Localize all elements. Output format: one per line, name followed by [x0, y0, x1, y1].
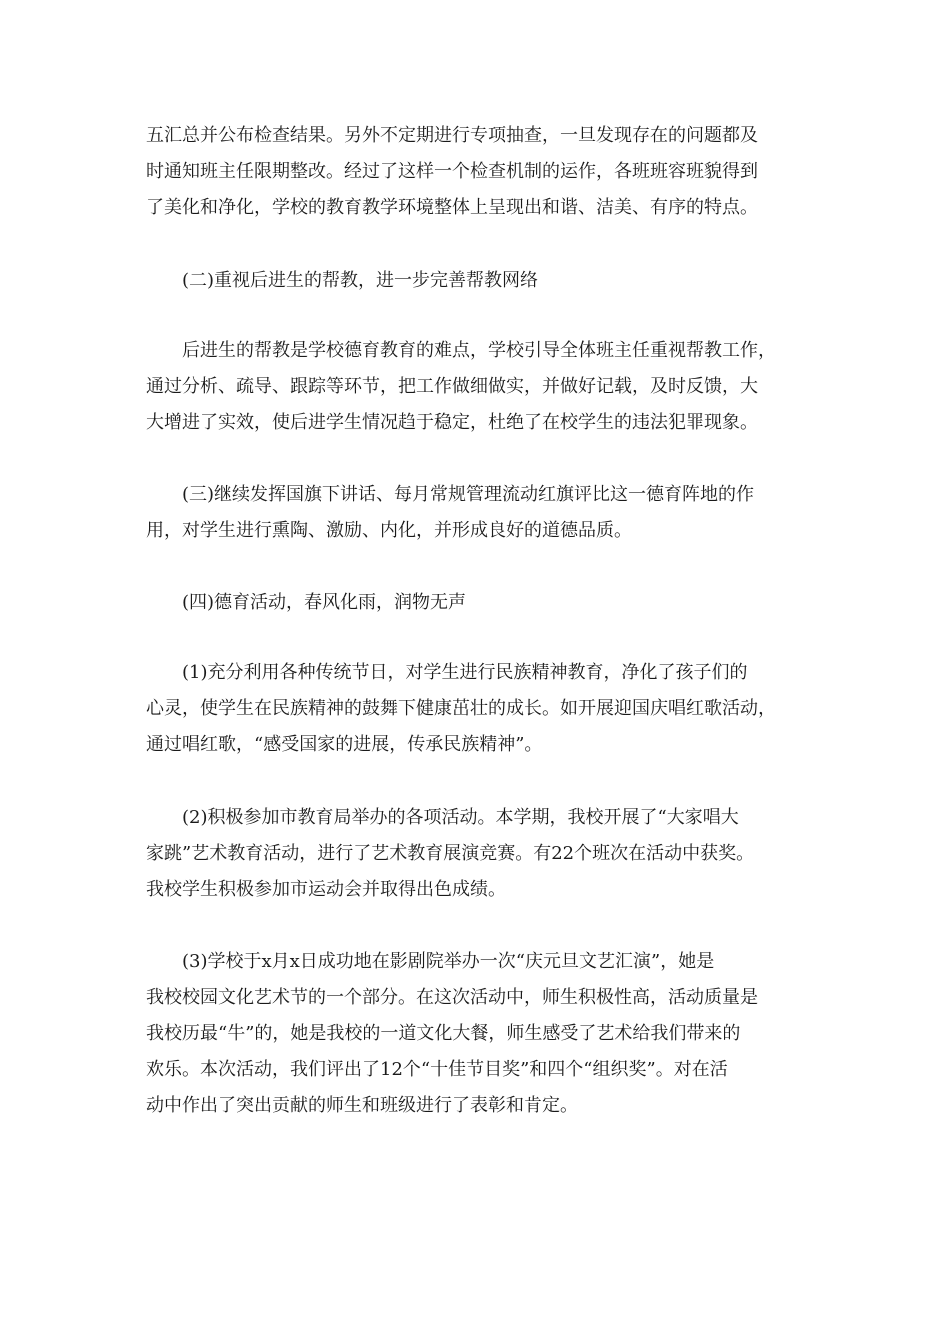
text-line: 时通知班主任限期整改。经过了这样一个检查机制的运作，各班班容班貌得到: [146, 161, 758, 182]
paragraph-inspection-results: [146, 118, 826, 226]
text-line: 动中作出了突出贡献的师生和班级进行了表彰和肯定。: [146, 1095, 578, 1116]
paragraph-new-year-performance: [146, 944, 826, 1124]
text-line: 我校历最“牛”的，她是我校的一道文化大餐，师生感受了艺术给我们带来的: [146, 1023, 741, 1044]
text-line: 大增进了实效，使后进学生情况趋于稳定，杜绝了在校学生的违法犯罪现象。: [146, 412, 758, 433]
text-line: 通过唱红歌，“感受国家的进展，传承民族精神”。: [146, 734, 543, 755]
text-line: (三)继续发挥国旗下讲话、每月常规管理流动红旗评比这一德育阵地的作: [146, 484, 755, 505]
text-line: 五汇总并公布检查结果。另外不定期进行专项抽查，一旦发现存在的问题都及: [146, 125, 758, 146]
text-line: 了美化和净化，学校的教育教学环境整体上呈现出和谐、洁美、有序的特点。: [146, 197, 758, 218]
text-line: (1)充分利用各种传统节日，对学生进行民族精神教育，净化了孩子们的: [146, 662, 748, 683]
section-heading-4: (四)德育活动，春风化雨，润物无声: [146, 592, 467, 613]
text-line: (2)积极参加市教育局举办的各项活动。本学期，我校开展了“大家唱大: [146, 807, 739, 828]
paragraph-remedial-students: [146, 333, 826, 441]
text-line: 通过分析、疏导、跟踪等环节，把工作做细做实，并做好记载，及时反馈，大: [146, 376, 758, 397]
text-line: 我校校园文化艺术节的一个部分。在这次活动中，师生积极性高，活动质量是: [146, 987, 758, 1008]
paragraph-traditional-festivals: [146, 655, 826, 763]
text-line: 欢乐。本次活动，我们评出了12个“十佳节目奖”和四个“组织奖”。对在活: [146, 1059, 728, 1080]
paragraph-section-3: [146, 477, 826, 549]
text-line: 家跳”艺术教育活动，进行了艺术教育展演竞赛。有22个班次在活动中获奖。: [146, 843, 755, 864]
text-line: (3)学校于x月x日成功地在影剧院举办一次“庆元旦文艺汇演”，她是: [146, 951, 715, 972]
text-line: 我校学生积极参加市运动会并取得出色成绩。: [146, 879, 506, 900]
text-line: 用，对学生进行熏陶、激励、内化，并形成良好的道德品质。: [146, 520, 632, 541]
text-line: 后进生的帮教是学校德育教育的难点，学校引导全体班主任重视帮教工作，: [146, 340, 776, 361]
text-line: 心灵，使学生在民族精神的鼓舞下健康茁壮的成长。如开展迎国庆唱红歌活动，: [146, 698, 776, 719]
paragraph-education-bureau-activities: [146, 800, 826, 908]
section-heading-2: (二)重视后进生的帮教，进一步完善帮教网络: [146, 270, 539, 291]
